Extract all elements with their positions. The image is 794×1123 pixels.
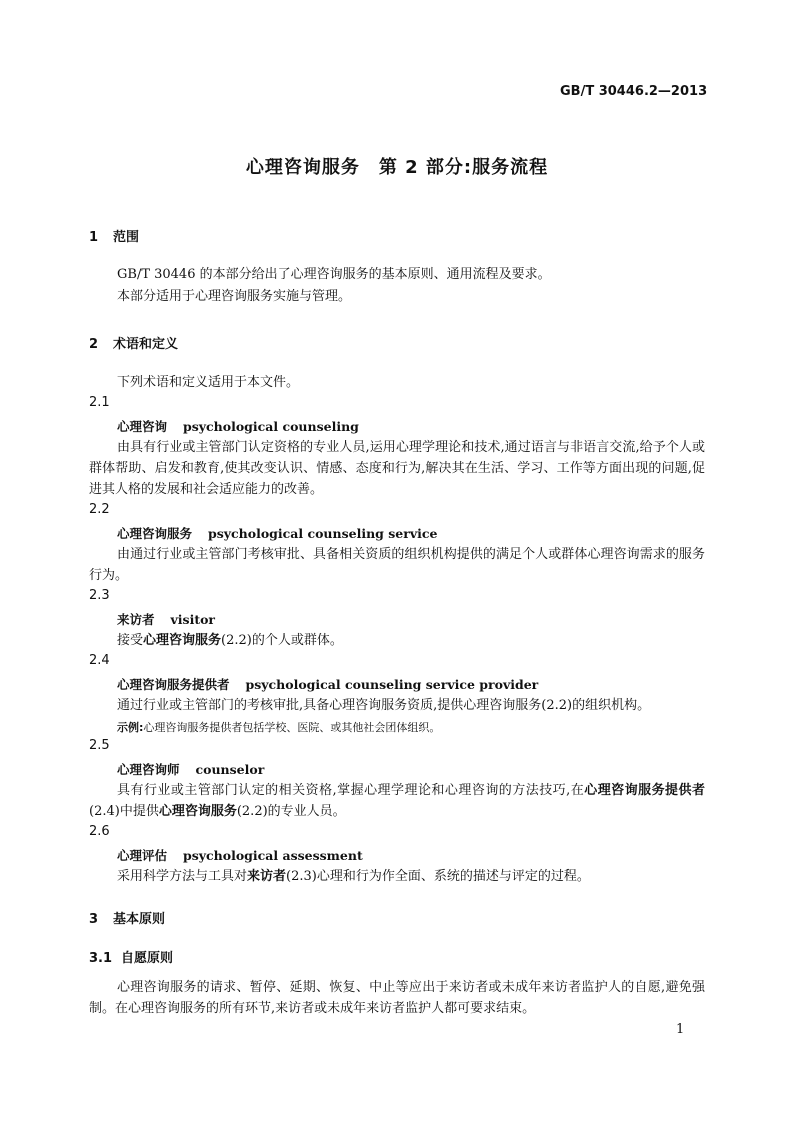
term-en: visitor [170, 612, 216, 627]
clause-number: 2.3 [89, 588, 110, 603]
paragraph: GB/T 30446 的本部分给出了心理咨询服务的基本原则、通用流程及要求。 [117, 267, 551, 282]
term-en: counselor [195, 762, 265, 777]
term-en: psychological counseling [183, 419, 359, 434]
term-entry [117, 846, 363, 864]
term-definition [89, 630, 705, 651]
clause-number: 2.4 [89, 653, 110, 668]
example-label: 示例: [117, 721, 144, 734]
term-definition: 由通过行业或主管部门考核审批、具备相关资质的组织机构提供的满足个人或群体心理咨询需求的服务行为。 [89, 547, 705, 583]
text-run: 具有行业或主管部门认定的相关资格,掌握心理学理论和心理咨询的方法技巧,在 [117, 783, 585, 798]
term-entry [117, 417, 359, 435]
section-title: 范围 [113, 230, 140, 245]
subsection-3-1-heading [89, 947, 173, 966]
section-title: 自愿原则 [121, 951, 174, 966]
text-run: 采用科学方法与工具对 [117, 869, 248, 884]
term-reference: 心理咨询服务 [143, 633, 222, 648]
term-zh: 心理咨询服务提供者 [117, 677, 230, 692]
clause-number: 2.1 [89, 395, 110, 410]
page-number: 1 [676, 1022, 685, 1037]
section-number: 2 [89, 337, 99, 352]
term-zh: 心理评估 [117, 848, 168, 863]
document-title: 心理咨询服务 第 2 部分:服务流程 [245, 157, 549, 178]
clause-number: 2.5 [89, 738, 110, 753]
paragraph: 心理咨询服务的请求、暂停、延期、恢复、中止等应出于来访者或未成年来访者监护人的自愿,避免强制。在心理咨询服务的所有环节,来访者或未成年来访者监护人都可要求结束。 [89, 980, 705, 1016]
text-run: (2.4)中提供 [89, 804, 159, 819]
section-number: 1 [89, 230, 99, 245]
term-en: psychological assessment [183, 848, 363, 863]
section-title: 术语和定义 [113, 337, 179, 352]
text-run: (2.2)的专业人员。 [236, 804, 346, 819]
paragraph: 下列术语和定义适用于本文件。 [117, 375, 300, 390]
term-definition: 由具有行业或主管部门认定资格的专业人员,运用心理学理论和技术,通过语言与非语言交流,给予个人或群体帮助、启发和教育,使其改变认识、情感、态度和行为,解决其在生活、学习、工作等方面出现的问题,促进其人格的发展和社会适应能力的改善。 [89, 440, 705, 497]
section-title: 基本原则 [113, 912, 166, 927]
paragraph: 本部分适用于心理咨询服务实施与管理。 [117, 289, 352, 304]
clause-number: 2.2 [89, 502, 110, 517]
term-entry [117, 524, 437, 542]
example-text: 心理咨询服务提供者包括学校、医院、或其他社会团体组织。 [143, 721, 441, 734]
clause-number: 2.6 [89, 824, 110, 839]
section-number: 3.1 [89, 951, 113, 966]
term-en: psychological counseling service provider [245, 677, 539, 692]
term-zh: 心理咨询 [117, 419, 168, 434]
term-definition: 通过行业或主管部门的考核审批,具备心理咨询服务资质,提供心理咨询服务(2.2)的组织机构。 [117, 698, 651, 713]
term-entry [117, 610, 215, 628]
section-3-heading [89, 908, 165, 927]
term-reference: 心理咨询服务提供者 [584, 783, 705, 798]
term-zh: 心理咨询师 [117, 762, 180, 777]
section-1-heading [89, 226, 139, 245]
text-run: 接受 [117, 633, 144, 648]
standard-number: GB/T 30446.2—2013 [560, 84, 708, 99]
term-zh: 来访者 [117, 612, 155, 627]
section-number: 3 [89, 912, 99, 927]
section-2-heading [89, 333, 178, 352]
term-definition [89, 866, 705, 887]
term-en: psychological counseling service [208, 526, 438, 541]
term-entry [117, 760, 264, 778]
example-note [117, 719, 440, 735]
text-run: (2.2)的个人或群体。 [221, 633, 343, 648]
text-run: (2.3)心理和行为作全面、系统的描述与评定的过程。 [286, 869, 590, 884]
term-reference: 心理咨询服务 [158, 804, 237, 819]
term-entry [117, 675, 538, 693]
term-reference: 来访者 [247, 869, 287, 884]
term-definition [89, 780, 705, 822]
term-zh: 心理咨询服务 [117, 526, 193, 541]
